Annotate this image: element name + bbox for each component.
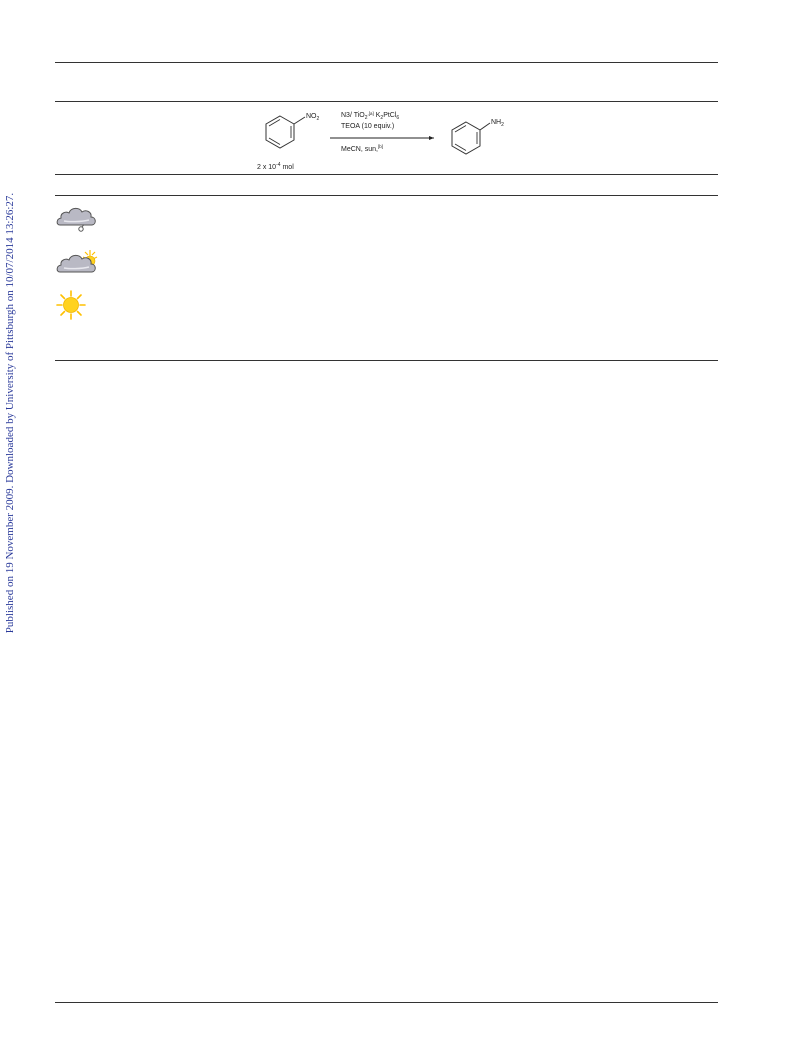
condition-catalyst: N3/ TiO$_2^{,[a]}$ $K_2PtCl_6$: [341, 111, 400, 121]
page-footer-rule: [55, 1002, 718, 1003]
reaction-conditions: [330, 111, 434, 153]
table-header-rule: [55, 195, 718, 196]
partly-cloudy-icon: [55, 248, 101, 281]
arrow-head: [429, 136, 434, 140]
scheme-bottom-rule: [55, 174, 718, 175]
scheme-top-rule: [55, 101, 718, 102]
condition-reagent: TEOA (10 equiv.): [341, 123, 395, 130]
aniline-structure: [452, 119, 504, 154]
publication-watermark: Published on 19 November 2009. Downloaded by University of Pittsburgh on 10/07/2014 13:26:27.: [4, 192, 16, 634]
reaction-scheme: [250, 104, 530, 174]
condition-solvent: MeCN, sun,[b]: [341, 144, 383, 153]
reactant-group: $NO_2$: [306, 113, 320, 122]
product-group: $NH_2$: [491, 119, 504, 128]
table-bottom-rule: [55, 360, 718, 361]
nitrobenzene-structure: [257, 113, 320, 171]
table-top-rule: [55, 62, 718, 63]
cloud-rain-icon: [55, 204, 99, 239]
reactant-amount: 2 x $10^{-4}$ mol: [257, 162, 294, 171]
sun-icon: [55, 290, 87, 325]
